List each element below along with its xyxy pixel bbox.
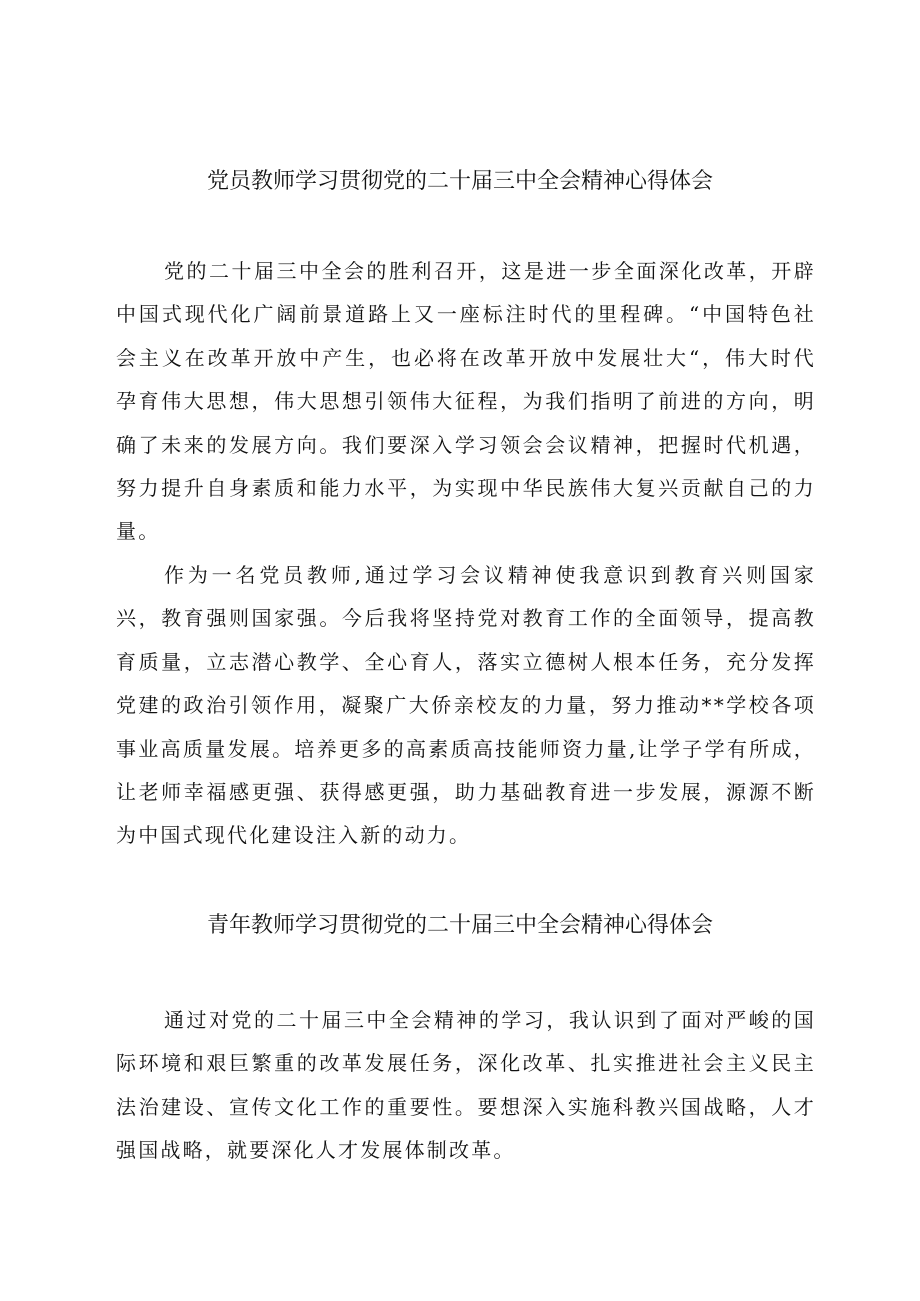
section-title: 青年教师学习贯彻党的二十届三中全会精神心得体会: [206, 913, 713, 938]
body-paragraph: 党的二十届三中全会的胜利召开，这是进一步全面深化改革，开辟中国式现代化广阔前景道路上又一座标注时代的里程碑。“中国特色社会主义在改革开放中产生，也必将在改革开放中发展壮大“，伟大时代孕育伟大思想，伟大思想引领伟大征程，为我们指明了前进的方向，明确了未来的发展方向。我们要深入学习领会会议精神，把握时代机遇，努力提升自身素质和能力水平，为实现中华民族伟大复兴贡献自己的力量。: [116, 259, 816, 544]
body-paragraph: 通过对党的二十届三中全会精神的学习，我认识到了面对严峻的国际环境和艰巨繁重的改革发展任务，深化改革、扎实推进社会主义民主法治建设、宣传文化工作的重要性。要想深入实施科教兴国战略，人才强国战略，就要深化人才发展体制改革。: [116, 1008, 816, 1163]
body-paragraph: 作为一名党员教师,通过学习会议精神使我意识到教育兴则国家兴，教育强则国家强。今后我将坚持党对教育工作的全面领导，提高教育质量，立志潜心教学、全心育人，落实立德树人根本任务，充分发挥党建的政治引领作用，凝聚广大侨亲校友的力量，努力推动**学校各项事业高质量发展。培养更多的高素质高技能师资力量,让学子学有所成，让老师幸福感更强、获得感更强，助力基础教育进一步发展，源源不断为中国式现代化建设注入新的动力。: [116, 563, 816, 848]
section-title: 党员教师学习贯彻党的二十届三中全会精神心得体会: [206, 169, 713, 194]
